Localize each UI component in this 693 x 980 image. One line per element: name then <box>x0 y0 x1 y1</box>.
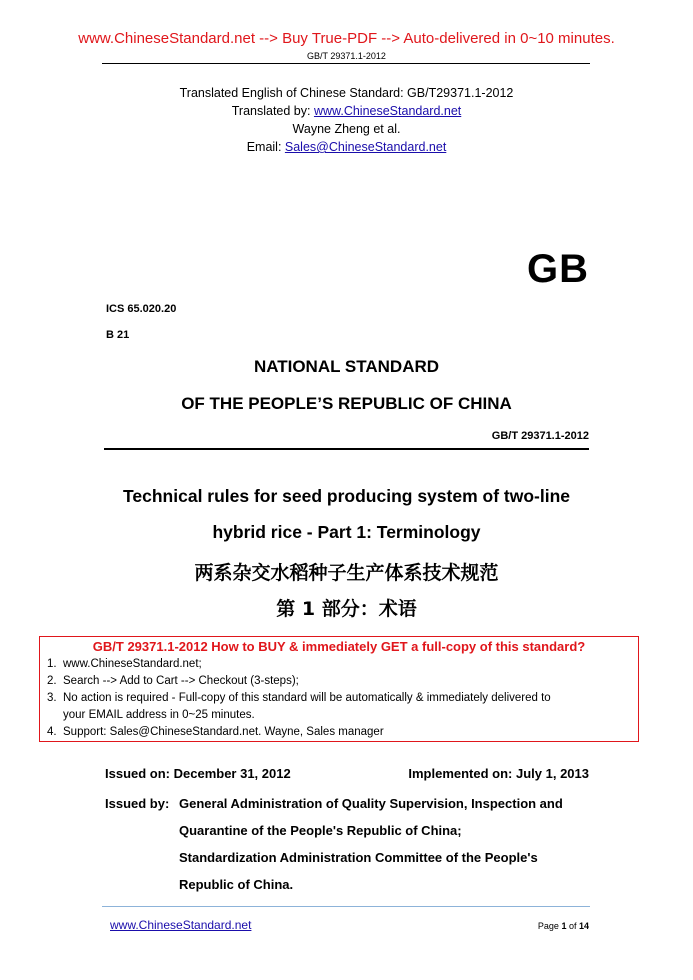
page-indicator <box>538 921 589 931</box>
title-chinese-line2: 第 1 部分：术语 <box>276 598 417 620</box>
header-divider <box>102 63 590 64</box>
email-line <box>0 140 693 154</box>
classification-code: B 21 <box>106 329 130 341</box>
translation-line: Translated English of Chinese Standard: GB/T29371.1-2012 <box>179 86 514 100</box>
step-number: 1. <box>47 658 57 670</box>
purchase-step-continuation <box>47 709 255 721</box>
step-number: 3. <box>47 692 57 704</box>
title-english-line1: Technical rules for seed producing system of two-line <box>123 486 570 506</box>
issuer-line: General Administration of Quality Supervision, Inspection and <box>179 796 563 811</box>
step-number: 2. <box>47 675 57 687</box>
purchase-step <box>47 726 384 738</box>
gb-logo: GB <box>527 247 589 291</box>
title-chinese-line1: 两系杂交水稻种子生产体系技术规范 <box>194 562 499 584</box>
step-text: Search --> Add to Cart --> Checkout (3-steps); <box>63 675 299 687</box>
national-standard-heading: NATIONAL STANDARD <box>253 357 440 376</box>
ics-code: ICS 65.020.20 <box>106 303 177 315</box>
translator-website-link[interactable]: www.ChineseStandard.net <box>313 104 462 118</box>
issuer-line: Standardization Administration Committee of the People's <box>179 850 538 865</box>
step-text: No action is required - Full-copy of this standard will be automatically & immediately delivered to <box>63 692 551 704</box>
translated-by-line <box>0 104 693 118</box>
standard-number: GB/T 29371.1-2012 <box>491 430 589 442</box>
translated-by-label: Translated by: <box>231 104 314 118</box>
page-total: 14 <box>578 921 589 931</box>
issued-by-label: Issued by: <box>105 796 170 811</box>
title-english-line2: hybrid rice - Part 1: Terminology <box>212 522 481 542</box>
purchase-info-box <box>39 636 639 742</box>
purchase-step <box>47 692 551 704</box>
purchase-step[interactable] <box>47 658 202 670</box>
issued-on-date: Issued on: December 31, 2012 <box>105 766 291 781</box>
step-number: 4. <box>47 726 57 738</box>
step-text: www.ChineseStandard.net; <box>63 658 202 670</box>
step-text: Support: Sales@ChineseStandard.net. Wayne, Sales manager <box>63 726 384 738</box>
issuer-line: Republic of China. <box>179 877 294 892</box>
page-current: 1 <box>561 921 567 931</box>
footer-website-link[interactable]: www.ChineseStandard.net <box>110 918 252 932</box>
issuer-line: Quarantine of the People's Republic of China; <box>179 823 462 838</box>
prc-heading: OF THE PEOPLE’S REPUBLIC OF CHINA <box>181 394 512 413</box>
promo-banner[interactable]: www.ChineseStandard.net --> Buy True-PDF --> Auto-delivered in 0~10 minutes. <box>78 30 615 47</box>
purchase-step <box>47 675 299 687</box>
footer-divider <box>102 906 590 907</box>
purchase-box-title: GB/T 29371.1-2012 How to BUY & immediately GET a full-copy of this standard? <box>92 639 586 654</box>
title-divider <box>104 448 589 450</box>
email-link[interactable]: Sales@ChineseStandard.net <box>284 140 447 154</box>
implemented-on-date: Implemented on: July 1, 2013 <box>408 766 589 781</box>
header-standard-number: GB/T 29371.1-2012 <box>307 51 386 61</box>
translator-name: Wayne Zheng et al. <box>292 122 401 136</box>
email-label: Email: <box>246 140 285 154</box>
page-of: of <box>566 921 579 931</box>
step-text: your EMAIL address in 0~25 minutes. <box>63 709 255 721</box>
page-prefix: Page <box>537 921 562 931</box>
